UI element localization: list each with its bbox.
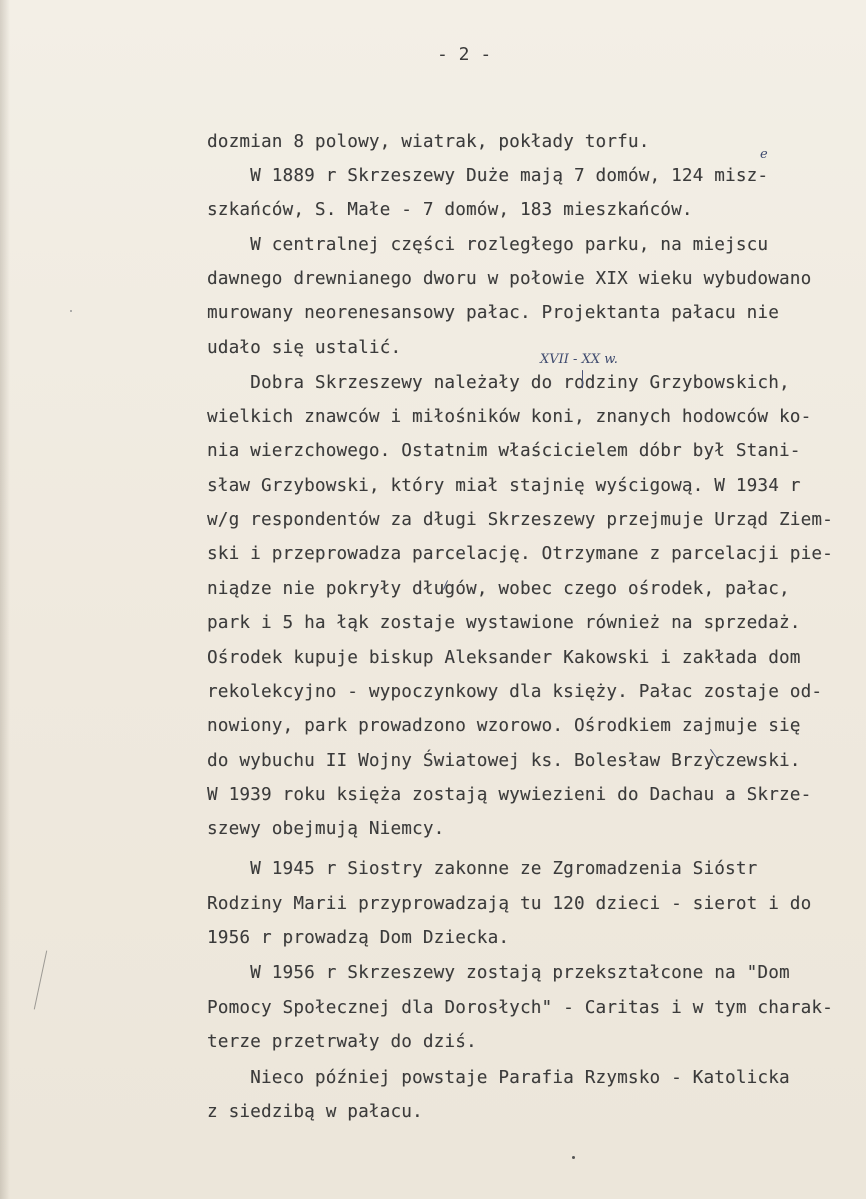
text-line: udało się ustalić.: [207, 338, 402, 358]
text-line: dawnego drewnianego dworu w połowie XIX wieku wybudowano: [207, 269, 812, 289]
text-line: nowiony, park prowadzono wzorowo. Ośrodkiem zajmuje się: [207, 716, 801, 736]
text-line: sław Grzybowski, który miał stajnię wyścigową. W 1934 r: [207, 476, 801, 496]
handwritten-insert-mark: [582, 370, 583, 388]
text-line: park i 5 ha łąk zostaje wystawione również na sprzedaż.: [207, 613, 801, 633]
paper-speck-2: [70, 310, 72, 312]
text-line: dozmian 8 polowy, wiatrak, pokłady torfu.: [207, 132, 650, 152]
text-line: szkańców, S. Małe - 7 domów, 183 mieszkańców.: [207, 200, 693, 220]
page-number: - 2 -: [437, 44, 492, 65]
text-line: rekolekcyjno - wypoczynkowy dla księży. Pałac zostaje od-: [207, 682, 823, 702]
handwritten-correction-e: e: [760, 147, 768, 162]
text-line: niądze nie pokryły długów, wobec czego ośrodek, pałac,: [207, 579, 790, 599]
text-line: Pomocy Społecznej dla Dorosłych" - Caritas i w tym charak-: [207, 998, 833, 1018]
page-edge-shadow: [0, 0, 10, 1199]
text-line: 1956 r prowadzą Dom Dziecka.: [207, 928, 510, 948]
text-line: murowany neorenesansowy pałac. Projektanta pałacu nie: [207, 303, 779, 323]
text-line: do wybuchu II Wojny Światowej ks. Bolesław Brzyczewski.: [207, 751, 801, 771]
text-line: terze przetrwały do dziś.: [207, 1032, 477, 1052]
text-line: W 1939 roku księża zostają wywiezieni do Dachau a Skrze-: [207, 785, 812, 805]
text-line: Nieco później powstaje Parafia Rzymsko - Katolicka: [207, 1068, 790, 1088]
text-line: Ośrodek kupuje biskup Aleksander Kakowski i zakłada dom: [207, 648, 801, 668]
text-line: ski i przeprowadza parcelację. Otrzymane z parcelacji pie-: [207, 544, 833, 564]
margin-pencil-mark: [34, 951, 47, 1010]
handwritten-annotation-dates: XVII - XX w.: [540, 352, 618, 367]
text-line: W 1889 r Skrzeszewy Duże mają 7 domów, 124 misz-: [207, 166, 769, 186]
text-line: W 1956 r Skrzeszewy zostają przekształcone na "Dom: [207, 963, 790, 983]
text-line: z siedzibą w pałacu.: [207, 1102, 423, 1122]
text-line: wielkich znawców i miłośników koni, znanych hodowców ko-: [207, 407, 812, 427]
text-line: Rodziny Marii przyprowadzają tu 120 dzieci - sierot i do: [207, 894, 812, 914]
text-line: W centralnej części rozległego parku, na miejscu: [207, 235, 769, 255]
text-line: szewy obejmują Niemcy.: [207, 819, 445, 839]
text-line: Dobra Skrzeszewy należały do rodziny Grzybowskich,: [207, 373, 790, 393]
paper-speck: [572, 1156, 575, 1159]
text-line: W 1945 r Siostry zakonne ze Zgromadzenia Sióstr: [207, 859, 758, 879]
text-line: nia wierzchowego. Ostatnim właścicielem dóbr był Stani-: [207, 441, 801, 461]
text-line: w/g respondentów za długi Skrzeszewy przejmuje Urząd Ziem-: [207, 510, 833, 530]
